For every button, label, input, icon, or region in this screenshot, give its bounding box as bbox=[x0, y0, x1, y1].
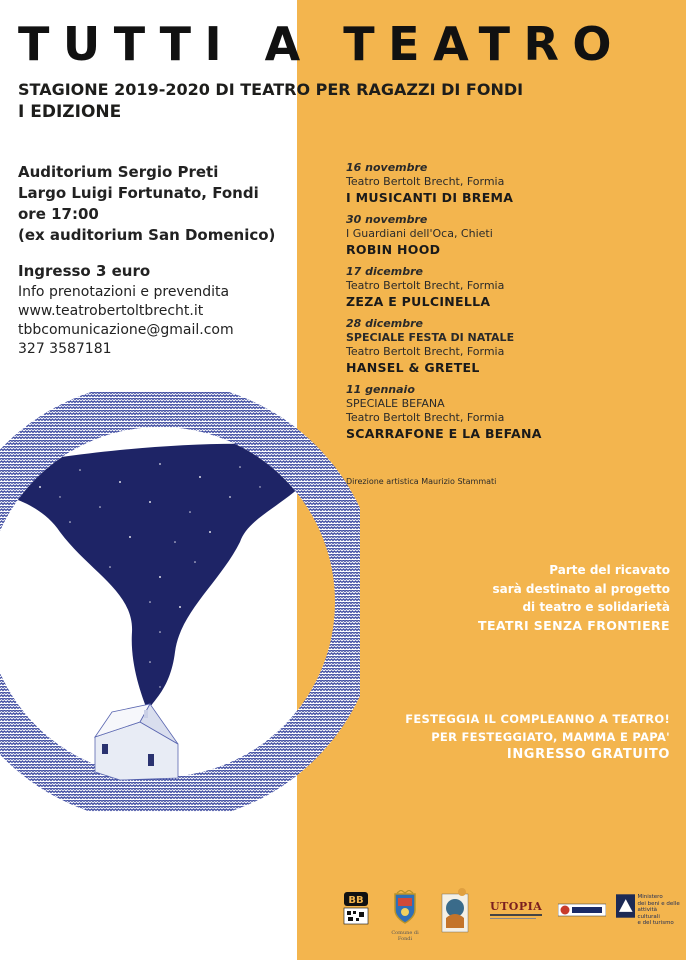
event-date: 17 dicembre bbox=[346, 265, 423, 278]
venue-time: ore 17:00 bbox=[18, 205, 99, 223]
event-item bbox=[346, 317, 676, 376]
venue-name: Auditorium Sergio Preti bbox=[18, 163, 219, 181]
mibac-logo bbox=[616, 894, 680, 927]
mibac-line: e del turismo bbox=[637, 920, 674, 926]
event-place: I Guardiani dell'Oca, Chieti bbox=[346, 227, 493, 240]
free-entry: INGRESSO GRATUITO bbox=[506, 747, 670, 762]
event-date: 28 dicembre bbox=[346, 317, 423, 330]
venue-former-name: (ex auditorium San Domenico) bbox=[18, 226, 276, 244]
event-list bbox=[346, 161, 676, 449]
event-show: I MUSICANTI DI BREMA bbox=[346, 190, 514, 205]
artistic-direction: Direzione artistica Maurizio Stammati bbox=[346, 477, 497, 486]
comune-caption: Comune di Fondi bbox=[391, 930, 419, 942]
edition-label: I EDIZIONE bbox=[18, 102, 122, 122]
phone-number: 327 3587181 bbox=[18, 341, 112, 357]
partner-logo bbox=[558, 902, 606, 918]
charity-line: Parte del ricavato bbox=[549, 563, 670, 577]
charity-project: TEATRI SENZA FRONTIERE bbox=[478, 617, 670, 633]
event-special: SPECIALE BEFANA bbox=[346, 397, 445, 410]
comune-di-fondi-logo bbox=[388, 890, 422, 942]
event-item bbox=[346, 265, 676, 310]
event-show: HANSEL & GRETEL bbox=[346, 360, 480, 375]
starry-funnel-illustration bbox=[0, 392, 360, 812]
charity-line: sarà destinato al progetto bbox=[492, 581, 670, 596]
event-item bbox=[346, 161, 676, 206]
comune-di-fondi-crest bbox=[388, 890, 422, 926]
svg-text:BB: BB bbox=[348, 895, 364, 906]
event-item bbox=[346, 383, 676, 442]
charity-line: di teatro e solidarietà bbox=[522, 600, 670, 614]
night-sky-funnel bbox=[0, 444, 330, 712]
utopia-logo bbox=[490, 900, 542, 919]
email-link[interactable]: tbbcomunicazione@gmail.com bbox=[18, 322, 234, 338]
birthday-line-2: PER FESTEGGIATO, MAMMA E PAPA' bbox=[431, 730, 670, 744]
sponsor-logos bbox=[340, 888, 680, 940]
festival-logo bbox=[440, 888, 470, 934]
event-item bbox=[346, 213, 676, 258]
teatro-bertolt-brecht-logo bbox=[342, 892, 370, 926]
venue-address: Largo Luigi Fortunato, Fondi bbox=[18, 184, 259, 202]
website-link[interactable]: www.teatrobertoltbrecht.it bbox=[18, 303, 204, 319]
birthday-offer bbox=[360, 710, 670, 764]
event-special: SPECIALE FESTA DI NATALE bbox=[346, 331, 515, 344]
event-show: ROBIN HOOD bbox=[346, 242, 441, 257]
event-date: 11 gennaio bbox=[346, 383, 415, 396]
house-illustration bbox=[95, 704, 178, 780]
event-place: Teatro Bertolt Brecht, Formia bbox=[346, 411, 505, 424]
event-date: 16 novembre bbox=[346, 161, 428, 174]
event-place: Teatro Bertolt Brecht, Formia bbox=[346, 279, 505, 292]
event-place: Teatro Bertolt Brecht, Formia bbox=[346, 345, 505, 358]
venue-block bbox=[18, 162, 275, 246]
ticket-info bbox=[18, 283, 234, 359]
season-subtitle: STAGIONE 2019-2020 DI TEATRO PER RAGAZZI DI FONDI bbox=[18, 80, 524, 99]
poster-title: TUTTI A TEATRO bbox=[18, 17, 626, 71]
event-place: Teatro Bertolt Brecht, Formia bbox=[346, 175, 505, 188]
event-show: SCARRAFONE E LA BEFANA bbox=[346, 426, 542, 441]
mibac-line: dei beni e delle bbox=[637, 900, 680, 907]
mibac-line: Ministero bbox=[637, 894, 663, 900]
birthday-line-1: FESTEGGIA IL COMPLEANNO A TEATRO! bbox=[405, 712, 670, 726]
event-show: ZEZA E PULCINELLA bbox=[346, 294, 491, 309]
event-date: 30 novembre bbox=[346, 213, 428, 226]
ticket-price: Ingresso 3 euro bbox=[18, 262, 151, 280]
charity-note bbox=[420, 561, 670, 635]
info-label: Info prenotazioni e prevendita bbox=[18, 284, 230, 300]
mibac-emblem bbox=[616, 894, 635, 918]
mibac-line: attività culturali bbox=[637, 907, 660, 920]
utopia-wordmark: UTOPIA bbox=[490, 900, 543, 913]
